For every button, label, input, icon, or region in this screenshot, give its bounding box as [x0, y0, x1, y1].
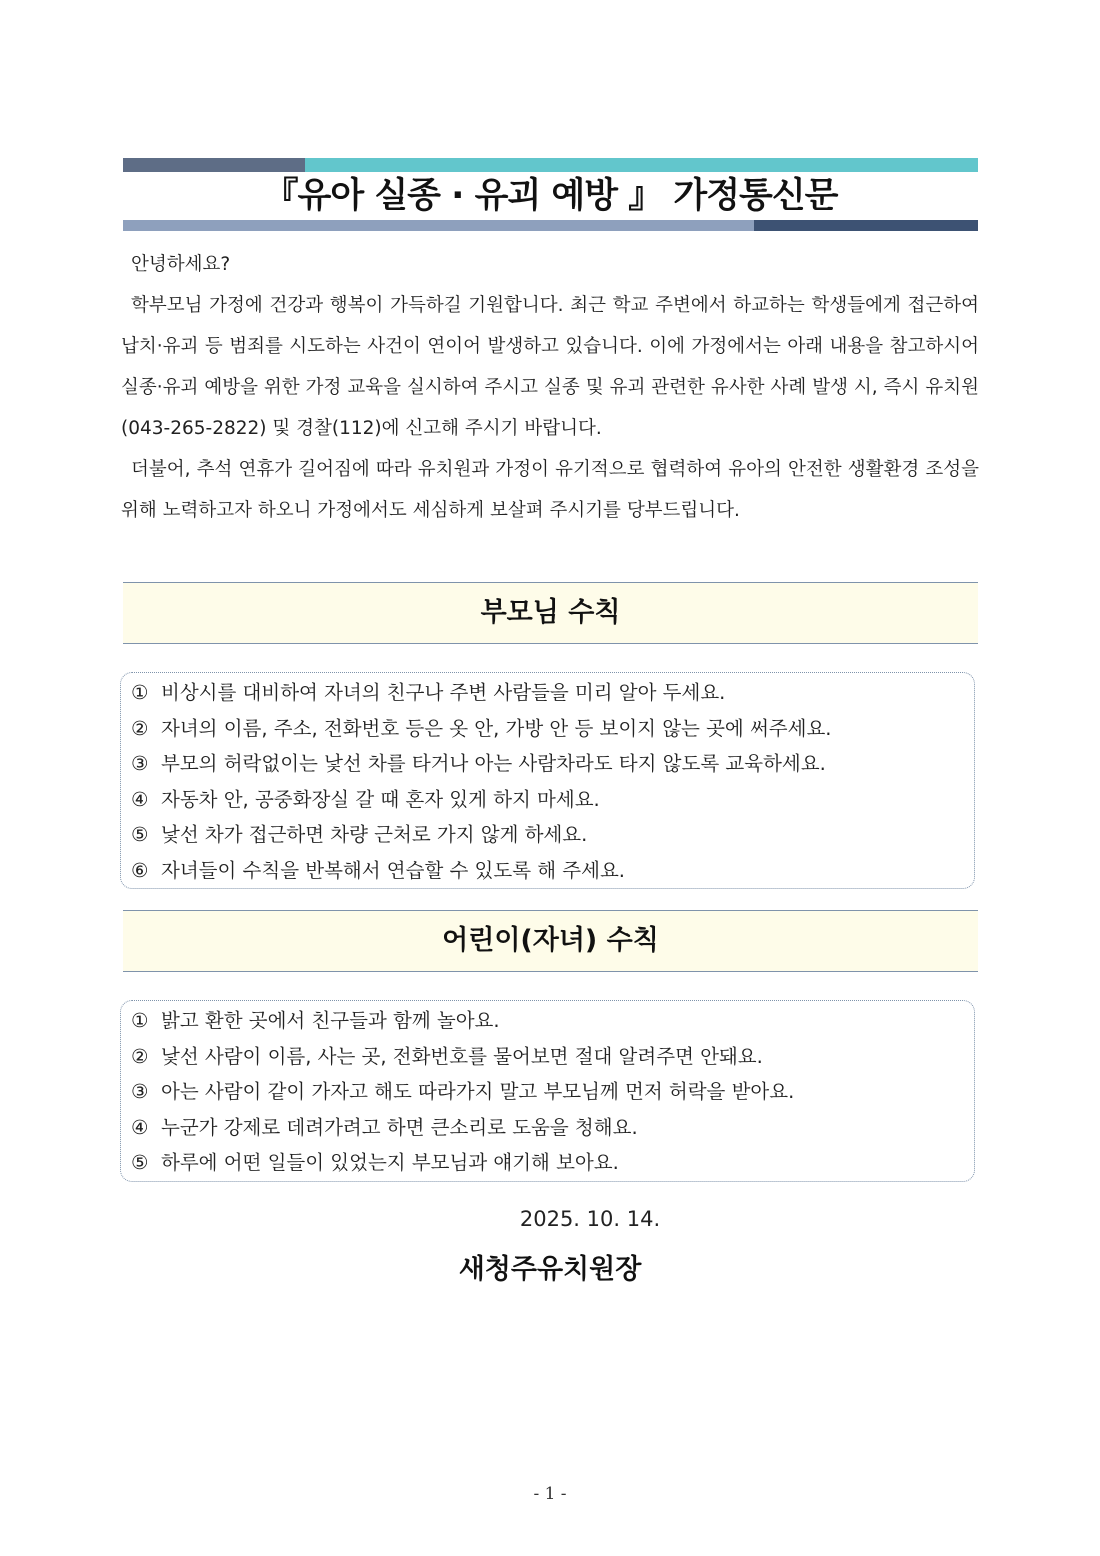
parents-rules-box: [120, 672, 975, 889]
rule-text: 부모의 허락없이는 낯선 차를 타거나 아는 사람차라도 타지 않도록 교육하세요.: [161, 752, 826, 775]
rule-number: ⑥: [131, 858, 149, 882]
children-section-heading: 어린이(자녀) 수칙: [123, 910, 978, 972]
title-top-bar: [123, 158, 978, 172]
rule-text: 하루에 어떤 일들이 있었는지 부모님과 얘기해 보아요.: [161, 1151, 619, 1174]
rule-text: 낯선 사람이 이름, 사는 곳, 전화번호를 물어보면 절대 알려주면 안돼요.: [161, 1044, 763, 1068]
rule-number: ④: [131, 1115, 149, 1139]
rule-number: ②: [131, 1044, 149, 1068]
signature-principal: 새청주유치원장: [458, 1254, 642, 1285]
title-banner: [123, 158, 978, 234]
rule-number: ③: [131, 752, 149, 775]
rule-number: ⑤: [131, 823, 149, 846]
list-item: [131, 711, 974, 747]
rule-text: 비상시를 대비하여 자녀의 친구나 주변 사람들을 미리 알아 두세요.: [161, 681, 726, 704]
rule-number: ①: [131, 681, 149, 704]
list-item: [131, 675, 974, 711]
title-bottom-bar: [123, 220, 978, 231]
issue-date: 2025. 10. 14.: [519, 1207, 661, 1231]
title-bottom-bar-accent: [754, 220, 978, 231]
list-item: [131, 1110, 974, 1146]
title-top-bar-accent: [123, 158, 305, 172]
rule-text: 자동차 안, 공중화장실 갈 때 혼자 있게 하지 마세요.: [161, 787, 600, 811]
intro-paragraph-1: 학부모님 가정에 건강과 행복이 가득하길 기원합니다. 최근 학교 주변에서 하교하는 학생들에게 접근하여 납치·유괴 등 범죄를 시도하는 사건이 연이어 발생하고 있습니다. 이에 가정에서는 아래 내용을 참고하시어 실종·유괴 예방을 위한 가정 교육을 실시하여 주시고 실종 및 유괴 관련한 유사한 사례 발생 시, 즉시 유치원(043-265-2822) 및 경찰(112)에 신고해 주시기 바랍니다.: [121, 295, 979, 439]
children-rules-box: [120, 1000, 975, 1182]
list-item: [131, 782, 974, 818]
rule-text: 누군가 강제로 데려가려고 하면 큰소리로 도움을 청해요.: [161, 1115, 638, 1139]
page-number: - 1 -: [533, 1484, 567, 1504]
rule-text: 밝고 환한 곳에서 친구들과 함께 놀아요.: [161, 1009, 500, 1032]
document-title: 『유아 실종 · 유괴 예방 』 가정통신문: [263, 176, 838, 216]
rule-number: ①: [131, 1009, 149, 1032]
rule-number: ④: [131, 787, 149, 811]
list-item: [131, 746, 974, 782]
rule-number: ⑤: [131, 1151, 149, 1174]
list-item: [131, 1003, 974, 1039]
parents-section-heading: 부모님 수칙: [123, 582, 978, 644]
children-rules-list: [131, 1003, 974, 1181]
list-item: [131, 1039, 974, 1075]
list-item: [131, 853, 974, 889]
intro-paragraph-2: 더불어, 추석 연휴가 길어짐에 따라 유치원과 가정이 유기적으로 협력하여 유아의 안전한 생활환경 조성을 위해 노력하고자 하오니 가정에서도 세심하게 보살펴 주시기를 당부드립니다.: [121, 459, 979, 521]
rule-text: 자녀들이 수칙을 반복해서 연습할 수 있도록 해 주세요.: [161, 858, 626, 882]
list-item: [131, 1074, 974, 1110]
greeting: 안녕하세요?: [131, 254, 231, 275]
list-item: [131, 817, 974, 853]
parents-rules-list: [131, 675, 974, 888]
rule-number: ②: [131, 716, 149, 740]
rule-text: 낯선 차가 접근하면 차량 근처로 가지 않게 하세요.: [161, 823, 588, 846]
rule-text: 아는 사람이 같이 가자고 해도 따라가지 말고 부모님께 먼저 허락을 받아요.: [161, 1080, 795, 1103]
intro-text: [121, 244, 979, 531]
list-item: [131, 1145, 974, 1181]
rule-number: ③: [131, 1080, 149, 1103]
rule-text: 자녀의 이름, 주소, 전화번호 등은 옷 안, 가방 안 등 보이지 않는 곳에 써주세요.: [161, 716, 832, 740]
